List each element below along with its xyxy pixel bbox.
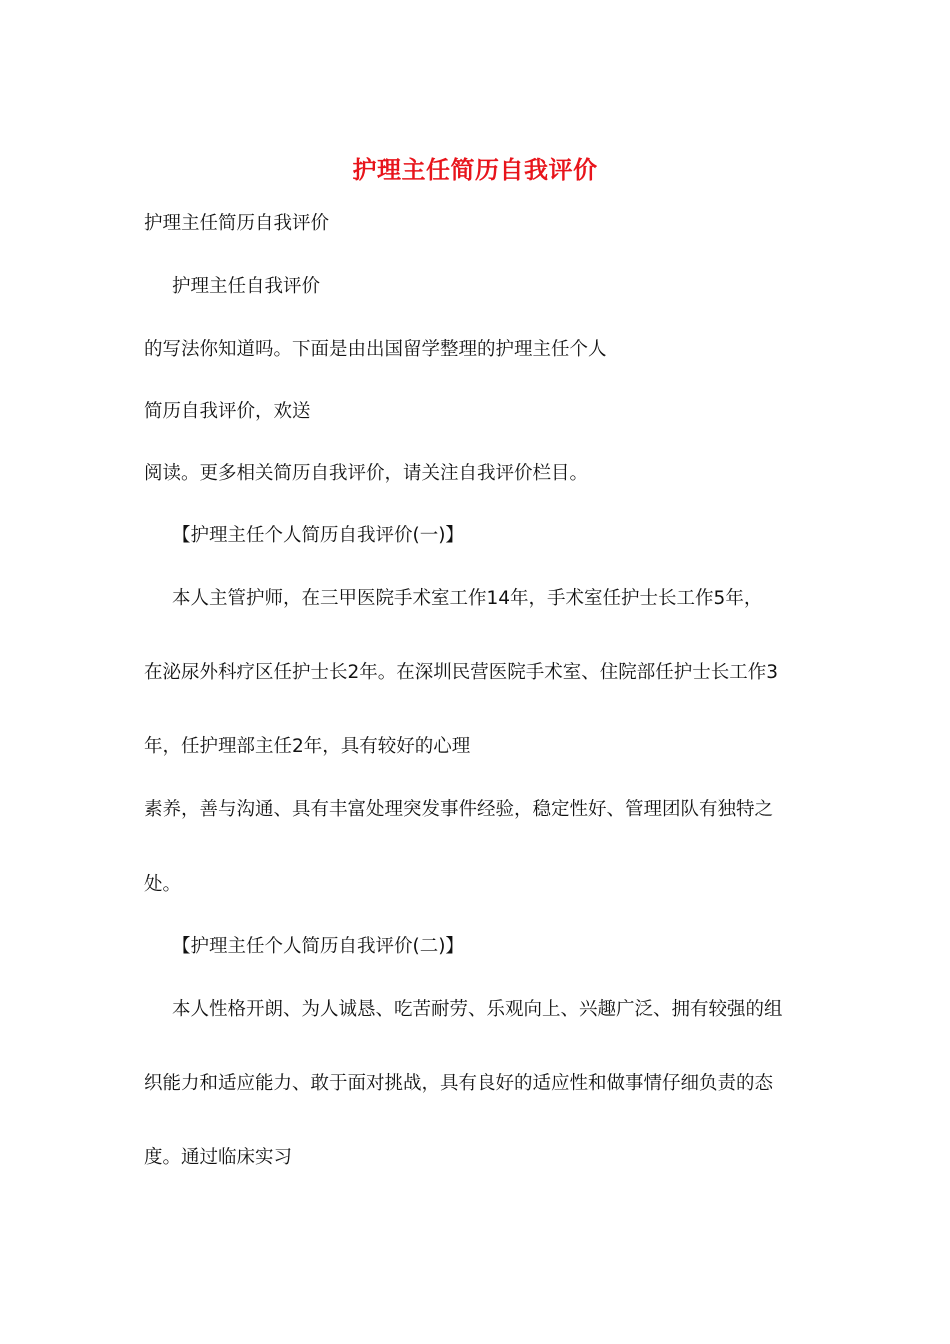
paragraph-line: 素养，善与沟通、具有丰富处理突发事件经验，稳定性好、管理团队有独特之 xyxy=(144,799,774,820)
paragraph-line: 年，任护理部主任2年，具有较好的心理 xyxy=(144,736,471,757)
paragraph-line: 简历自我评价，欢送 xyxy=(144,401,311,422)
paragraph-line: 本人主管护师，在三甲医院手术室工作14年，手术室任护士长工作5年， xyxy=(172,588,763,609)
paragraph-line: 织能力和适应能力、敢于面对挑战，具有良好的适应性和做事情仔细负责的态 xyxy=(144,1073,774,1094)
paragraph-line: 护理主任自我评价 xyxy=(172,276,321,297)
document-title: 护理主任简历自我评价 xyxy=(352,155,598,184)
paragraph-line: 的写法你知道吗。下面是由出国留学整理的护理主任个人 xyxy=(144,339,607,360)
paragraph-line: 处。 xyxy=(144,874,182,895)
section-heading-2: 【护理主任个人简历自我评价(二)】 xyxy=(172,936,464,957)
paragraph-line: 阅读。更多相关简历自我评价，请关注自我评价栏目。 xyxy=(144,463,589,484)
paragraph-line: 在泌尿外科疗区任护士长2年。在深圳民营医院手术室、住院部任护士长工作3 xyxy=(144,662,779,683)
subtitle-line: 护理主任简历自我评价 xyxy=(144,213,330,234)
section-heading-1: 【护理主任个人简历自我评价(一)】 xyxy=(172,525,464,546)
paragraph-line: 度。通过临床实习 xyxy=(144,1147,293,1168)
paragraph-line: 本人性格开朗、为人诚恳、吃苦耐劳、乐观向上、兴趣广泛、拥有较强的组 xyxy=(172,999,783,1020)
